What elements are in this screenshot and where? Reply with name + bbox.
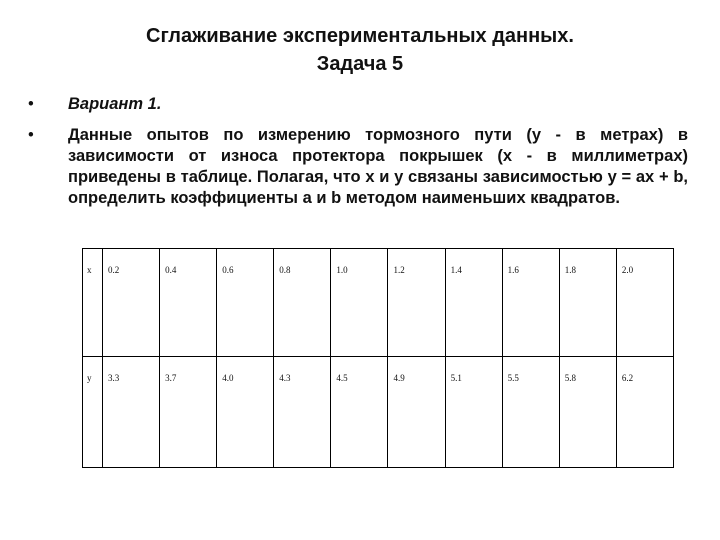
table-cell: 2.0 bbox=[616, 249, 673, 357]
table-cell: 6.2 bbox=[616, 357, 673, 468]
table-cell: 4.3 bbox=[274, 357, 331, 468]
bullet-marker: • bbox=[28, 126, 34, 144]
table-cell: 1.8 bbox=[559, 249, 616, 357]
bullet-list bbox=[28, 94, 688, 209]
variant-text: Вариант 1. bbox=[68, 95, 162, 113]
table-cell: 1.4 bbox=[445, 249, 502, 357]
table-cell: 0.4 bbox=[160, 249, 217, 357]
table-cell: 5.8 bbox=[559, 357, 616, 468]
bullet-variant bbox=[28, 94, 688, 115]
table-cell: 1.2 bbox=[388, 249, 445, 357]
table-cell: 5.5 bbox=[502, 357, 559, 468]
table-cell: 0.6 bbox=[217, 249, 274, 357]
table-cell: 4.9 bbox=[388, 357, 445, 468]
bullet-marker: • bbox=[28, 95, 34, 113]
row-label-x: x bbox=[83, 249, 103, 357]
slide-title bbox=[0, 22, 720, 78]
table-cell: 1.0 bbox=[331, 249, 388, 357]
task-text: Данные опытов по измерению тормозного пути (y - в метрах) в зависимости от износа протектора покрышек (x - в миллиметрах) приведены в таблице. Полагая, что x и y связаны зависимостью y = ax + b, определить коэффициенты a и b методом наименьших квадратов. bbox=[68, 126, 688, 207]
slide-title-line-1: Сглаживание экспериментальных данных. bbox=[146, 25, 574, 47]
table-cell: 4.0 bbox=[217, 357, 274, 468]
bullet-task bbox=[28, 125, 688, 209]
data-table bbox=[82, 248, 674, 468]
slide-title-line-2: Задача 5 bbox=[316, 53, 404, 75]
table-cell: 3.3 bbox=[103, 357, 160, 468]
table-cell: 3.7 bbox=[160, 357, 217, 468]
table-cell: 0.8 bbox=[274, 249, 331, 357]
table-cell: 5.1 bbox=[445, 357, 502, 468]
table-row-x bbox=[83, 249, 674, 357]
table-cell: 1.6 bbox=[502, 249, 559, 357]
row-label-y: y bbox=[83, 357, 103, 468]
table-row-y bbox=[83, 357, 674, 468]
table-cell: 4.5 bbox=[331, 357, 388, 468]
table-cell: 0.2 bbox=[103, 249, 160, 357]
